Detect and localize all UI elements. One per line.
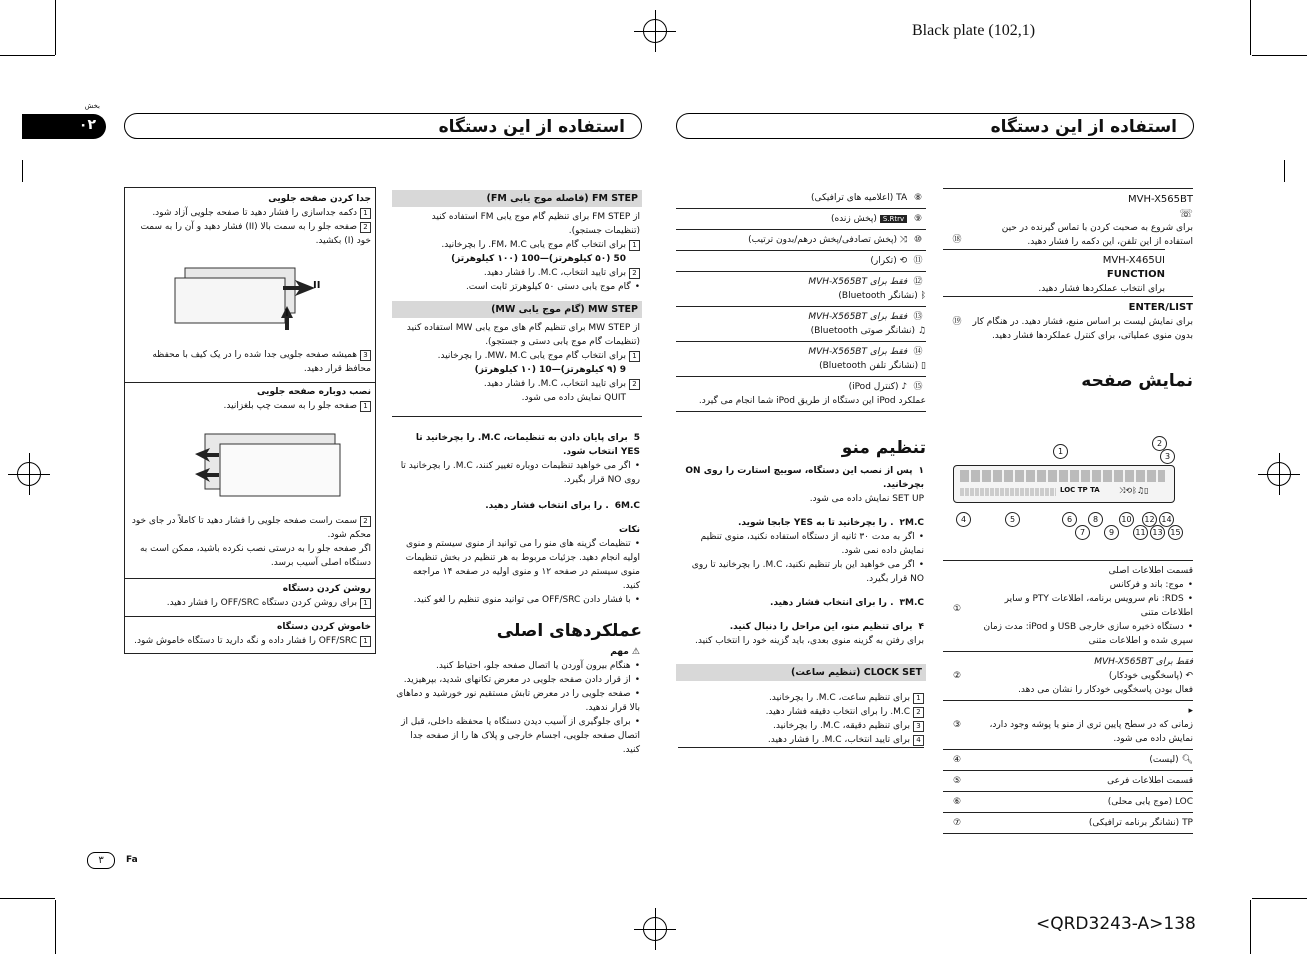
detach-step-3: همیشه صفحه جلویی جدا شده را در یک کیف با محفظه محافظ قرار دهید.: [152, 350, 371, 374]
phone-answer-icon: ☏: [1179, 207, 1193, 220]
callout-5: 5: [1005, 512, 1020, 527]
attach-step-1: صفحه جلو را به سمت چپ بلغزانید.: [223, 401, 357, 411]
menu-step-1: پس از نصب این دستگاه، سوییچ استارت را روی ON بچرخانید.: [685, 466, 924, 490]
callout-2: 2: [1152, 436, 1167, 451]
indicator-1-tuner: • موج: باند و فرکانس: [971, 578, 1193, 592]
menu-step-1-note: SET UP نمایش داده می شود.: [809, 494, 924, 504]
menu-step-2: M.C. را بچرخانید تا به YES جابجا شوید.: [737, 518, 924, 528]
lcd-display: [953, 465, 1175, 503]
item-6-number: ⑥: [952, 797, 962, 807]
indicator-12-model: فقط برای MVH-X565BT: [808, 277, 908, 287]
indicator-shuffle: (پخش تصادفی/پخش درهم/بدون ترتیب): [748, 235, 898, 245]
repeat-icon: ⟲: [899, 256, 908, 266]
lcd-icons: ⤨⟲ᛒ♫▯: [1119, 486, 1149, 495]
callout-12: 12: [1142, 512, 1157, 527]
callout-1: 1: [1053, 444, 1068, 459]
mw-step-heading: MW STEP (گام موج یابی MW): [392, 301, 642, 318]
enter-list-label: ENTER/LIST: [1128, 302, 1193, 313]
crop-mark: [1250, 900, 1251, 954]
indicator-1-rds: • RDS: نام سرویس برنامه، اطلاعات PTY و سایر اطلاعات متنی: [971, 592, 1193, 620]
indicator-7-text: TP (نشانگر برنامه ترافیکی): [1088, 818, 1193, 828]
attach-heading: نصب دوباره صفحه جلویی: [256, 387, 371, 397]
menu-setup-heading: تنظیم منو: [841, 438, 926, 458]
item-5-number: ⑤: [952, 776, 962, 786]
crop-mark: [1252, 898, 1307, 899]
fm-step-heading: FM STEP (فاصله موج یابی FM): [392, 190, 642, 207]
detach-illustration: [165, 258, 355, 338]
model-x465ui: MVH-X465UI: [1102, 255, 1165, 266]
function-button-text: برای انتخاب عملکردها فشار دهید.: [1038, 284, 1165, 294]
settings-column: FM STEP (فاصله موج یابی FM) از FM STEP برای تنظیم گام موج یابی FM استفاده کنید (تنظیمات جستجو). 1برای انتخاب گام موج یابی FM، M.C. را بچرخانید. 50 (۵۰ کیلوهرتز)—100 (۱۰۰ کیلوهرتز) 2برای تایید انتخاب، M.C. را فشار دهید. • گام موج یابی دستی ۵۰ کیلوهرتز ثابت است. MW STEP (گام موج یابی MW) از MW STEP برای تنظیم گام های موج یابی MW استفاده کنید (تنظیمات گام موج یابی دستی و جستجو). 1برای انتخاب گام موج یابی MW، M.C. را بچرخانید. 9 (۹ کیلوهرتز)—10 (۱۰ کیلوهرتز) 2برای تایید انتخاب، M.C. را فشار دهید. QUIT نمایش داده می شود. 5برای پایان دادن به تنظیمات، M.C. را بچرخانید تا YES انتخاب شود. • اگر می خواهید تنظیمات دوباره تغییر کنند، M.C. را بچرخانید تا روی NO قرار بگیرد. 6M.C. را برای انتخاب فشار دهید. نکات • تنظیمات گزینه های منو را می توانید از منوی سیستم و منوی اولیه انجام دهید. جزئیات مربوط به هر تنظیم در بخش تنظیمات منوی سیستم در صفحه ۱۲ و منوی اولیه در صفحه ۱۴ مراجعه کنید. • با فشار دادن OFF/SRC می توانید منوی تنظیم را لغو کنید. عملکردهای اصلی ⚠ مهم • هنگام بیرون آوردن یا اتصال صفحه جلو، احتیاط کنید. • از قرار دادن صفحه جلویی در معرض تکانهای شدید، بپرهیزید. • صفحه جلویی را در معرض تابش مستقیم نور خورشید و دماهای بالا قرار ندهید. • برای جلوگیری از آسیب دیدن دستگاه یا محفظه داخلی، قبل از اتصال صفحه جلویی، اجسام خارجی و پلاک ها را از صفحه جدا کنید.: [392, 190, 642, 761]
callout-11: 11: [1133, 525, 1148, 540]
caution-4: • برای جلوگیری از آسیب دیدن دستگاه یا محفظه داخلی، قبل از اتصال صفحه جلویی، اجسام خارجی و پلاک ها را از صفحه جدا کنید.: [394, 715, 640, 757]
item-1-number: ①: [952, 604, 962, 614]
clock-set-heading: CLOCK SET (تنظیم ساعت): [676, 664, 926, 681]
indicator-ipod-text: عملکرد iPod این دستگاه از طریق iPod شما انجام می گیرد.: [698, 396, 926, 406]
fm-step-note: • گام موج یابی دستی ۵۰ کیلوهرتز ثابت است.: [394, 280, 640, 294]
caution-1: • هنگام بیرون آوردن یا اتصال صفحه جلو، احتیاط کنید.: [394, 659, 640, 673]
item-2-number: ②: [952, 671, 962, 681]
callout-6: 6: [1062, 512, 1077, 527]
power-off-step: OFF/SRC را فشار داده و نگه دارید تا دستگاه خاموش شود.: [134, 636, 357, 646]
lcd-sub-segments: [960, 488, 1056, 496]
crop-mark: [1252, 55, 1307, 56]
item-3-number: ③: [952, 720, 962, 730]
indicator-2-label: (پاسخگویی خودکار): [1108, 671, 1183, 681]
menu-step-3: M.C. را برای انتخاب فشار دهید.: [770, 598, 924, 608]
power-off-heading: خاموش کردن دستگاه: [277, 622, 371, 632]
menu-step-2-note-a: • اگر به مدت ۳۰ ثانیه از دستگاه استفاده نکنید، منوی تنظیم نمایش داده نمی شود.: [678, 530, 924, 558]
section-number: ۰۲: [78, 117, 96, 133]
enter-list-text: برای نمایش لیست بر اساس منبع، فشار دهید. در هنگام کار بدون منوی عملیاتی، برای کنترل عملکردها فشار دهید.: [972, 317, 1193, 341]
callout-8: 8: [1088, 512, 1103, 527]
callout-15: 15: [1168, 525, 1183, 540]
indicator-bt-audio: (نشانگر صوتی Bluetooth): [810, 326, 916, 336]
phone-icon: ▯: [921, 361, 926, 371]
plate-label: Black plate (102,1): [912, 22, 1036, 39]
fm-step-1: برای انتخاب گام موج یابی FM، M.C. را بچرخانید.: [441, 240, 626, 250]
lcd-indicators: LOC TP TA: [1060, 486, 1100, 494]
controls-display-column: [943, 188, 1193, 391]
menu-step-2-note-b: • اگر می خواهید این بار تنظیم نکنید، M.C. را بچرخانید تا روی NO قرار بگیرد.: [678, 558, 924, 586]
roman-one: I: [285, 308, 289, 319]
item-4-number: ④: [952, 755, 962, 765]
indicator-ta: TA (اعلامیه های ترافیکی): [810, 193, 908, 203]
indicator-table: [943, 560, 1193, 834]
caution-2: • از قرار دادن صفحه جلویی در معرض تکانهای شدید، بپرهیزید.: [394, 673, 640, 687]
document-code: <QRD3243-A>138: [1036, 914, 1196, 934]
item-18-number: ⑱: [952, 235, 962, 245]
auto-answer-icon: ↶: [1185, 671, 1193, 681]
basic-operations-heading: عملکردهای اصلی: [496, 621, 642, 641]
clock-step-3: برای تنظیم دقیقه، M.C. را بچرخانید.: [773, 721, 910, 731]
menu-step-5: برای پایان دادن به تنظیمات، M.C. را بچرخانید تا YES انتخاب شود.: [415, 433, 640, 457]
menu-step-5-note: • اگر می خواهید تنظیمات دوباره تغییر کنند، M.C. را بچرخانید تا روی NO قرار بگیرد.: [394, 459, 640, 487]
power-on-heading: روشن کردن دستگاه: [282, 584, 371, 594]
clock-step-2: M.C. را برای انتخاب دقیقه فشار دهید.: [765, 707, 910, 717]
indicator-3-text: زمانی که در سطح پایین تری از منو یا پوشه وجود دارد، نمایش داده می شود.: [989, 720, 1193, 744]
section-tab: [22, 114, 106, 139]
music-note-icon: ♫: [917, 326, 926, 336]
caution-3: • صفحه جلویی را در معرض تابش مستقیم نور خورشید و دماهای بالا قرار ندهید.: [394, 687, 640, 715]
attach-step-2: سمت راست صفحه جلویی را فشار دهید تا کاملاً در جای خود محکم شود.: [131, 516, 371, 540]
indicator-repeat: (تکرار): [870, 256, 897, 266]
section-label: بخش: [84, 102, 100, 110]
indicator-2-text: فعال بودن پاسخگویی خودکار را نشان می دهد.: [1018, 685, 1193, 695]
indicators-menu-column: ⑧ TA (اعلامیه های ترافیکی) ⑨ S.Rtrv (پخش زنده) ⑩ ⤨ (پخش تصادفی/پخش درهم/بدون ترتیب) ⑪ ⟲ (تکرار) ⑫ فقط برای MVH-X565BT ᛒ (نشانگر Bluetooth) ⑬ فقط برای MVH-X565BT ♫ (نشانگر صوتی Bluetooth) ⑭ فقط برای MVH-X565BT ▯ (نشانگر تلفن Bluetooth) ⑮ ♪ (کنترل iPod) عملکرد iPod این دستگاه از طریق iPod شما انجام می گیرد. تنظیم منو ۱پس از نصب این دستگاه، سوییچ استارت را روی ON بچرخانید. SET UP نمایش داده می شود. ۲M.C. را بچرخانید تا به YES جابجا شوید. • اگر به مدت ۳۰ ثانیه از دستگاه استفاده نکنید، منوی تنظیم نمایش داده نمی شود. • اگر می خواهید این بار تنظیم نکنید، M.C. را بچرخانید تا روی NO قرار بگیرد. ۳M.C. را برای انتخاب فشار دهید. ۴برای تنظیم منو، این مراحل را دنبال کنید. برای رفتن به گزینه منوی بعدی، باید گزینه خود را انتخاب کنید. CLOCK SET (تنظیم ساعت) 1برای تنظیم ساعت، M.C. را بچرخانید. 2M.C. را برای انتخاب دقیقه فشار دهید. 3برای تنظیم دقیقه، M.C. را بچرخانید. 4برای تایید انتخاب، M.C. را فشار دهید.: [676, 188, 926, 750]
registration-mark: [643, 917, 667, 941]
detach-step-2: صفحه جلو را به سمت بالا (II) فشار دهید و آن را به سمت خود (I) بکشید.: [140, 222, 371, 246]
sublevel-icon: ▸: [1188, 706, 1193, 716]
crop-mark: [55, 0, 56, 55]
mw-step-1: برای انتخاب گام موج یابی MW، M.C. را بچرخانید.: [437, 351, 626, 361]
detach-heading: جدا کردن صفحه جلویی: [268, 194, 371, 204]
crop-mark: [55, 900, 56, 954]
indicator-1-title: قسمت اطلاعات اصلی: [1108, 566, 1193, 576]
clock-step-4: برای تایید انتخاب، M.C. را فشار دهید.: [767, 735, 910, 745]
indicator-6-text: LOC (موج یابی محلی): [1107, 797, 1193, 807]
fm-step-values: 50 (۵۰ کیلوهرتز)—100 (۱۰۰ کیلوهرتز): [451, 254, 626, 264]
list-search-icon: 🔍︎: [1181, 755, 1193, 765]
detach-step-1: دکمه جداسازی را فشار دهید تا صفحه جلویی آزاد شود.: [152, 208, 357, 218]
indicator-live: (پخش زنده): [830, 214, 877, 224]
attach-note: اگر صفحه جلو را به درستی نصب نکرده باشید، ممکن است به دستگاه اصلی آسیب برسد.: [139, 544, 371, 568]
indicator-13-model: فقط برای MVH-X565BT: [808, 312, 908, 322]
mw-step-2: برای تایید انتخاب، M.C. را فشار دهید.: [483, 379, 626, 389]
indicator-1-usb: • دستگاه ذخیره سازی خارجی USB و iPod: مدت زمان سپری شده و اطلاعات متنی: [971, 620, 1193, 648]
callout-4: 4: [956, 512, 971, 527]
indicator-2-model: فقط برای MVH-X565BT: [1094, 657, 1193, 667]
page-number: ۳: [87, 852, 115, 869]
attach-illustration: [175, 426, 355, 506]
indicator-5-text: قسمت اطلاعات فرعی: [1107, 776, 1193, 786]
crop-mark: [1284, 160, 1285, 182]
callout-14: 14: [1159, 512, 1174, 527]
crop-mark: [0, 55, 55, 56]
item-7-number: ⑦: [952, 818, 962, 828]
menu-step-6: M.C. را برای انتخاب فشار دهید.: [485, 501, 640, 511]
callout-13: 13: [1150, 525, 1165, 540]
note-2: • با فشار دادن OFF/SRC می توانید منوی تنظیم را لغو کنید.: [394, 593, 640, 607]
indicator-bluetooth: (نشانگر Bluetooth): [838, 291, 918, 301]
ipod-control-icon: ♪: [901, 382, 908, 392]
important-icon: ⚠: [631, 647, 640, 657]
mw-step-quit: QUIT نمایش داده می شود.: [521, 393, 626, 403]
crop-mark: [0, 898, 55, 899]
language-code: Fa: [126, 855, 138, 865]
indicator-4-text: (لیست): [1149, 755, 1179, 765]
item-19-number: ⑲: [952, 317, 962, 327]
model-x565bt: MVH-X565BT: [1127, 194, 1193, 205]
detach-attach-box: جدا کردن صفحه جلویی 1دکمه جداسازی را فشار دهید تا صفحه جلویی آزاد شود. 2صفحه جلو را به سمت بالا (II) فشار دهید و آن را به سمت خود (I) بکشید. II I 3همیشه صفحه جلویی جدا شده را در یک کیف با محفظه محافظ قرار دهید. نصب دوباره صفحه جلویی 1صفحه جلو را به سمت چپ بلغزانید. 2سمت راست صفحه جلویی را فشار دهید تا کاملاً در جای خود محکم شود. اگر صفحه جلو را به درستی نصب نکرده باشید، ممکن است به دستگاه اصلی آسیب برسد. روشن کردن دستگاه 1برای روشن کردن دستگاه OFF/SRC را فشار دهید. خاموش کردن دستگاه 1OFF/SRC را فشار داده و نگه دارید تا دستگاه خاموش شود.: [124, 187, 376, 654]
clock-step-1: برای تنظیم ساعت، M.C. را بچرخانید.: [768, 693, 910, 703]
registration-mark: [17, 462, 41, 486]
lcd-main-segments: [960, 470, 1165, 482]
fm-step-2: برای تایید انتخاب، M.C. را فشار دهید.: [483, 268, 626, 278]
power-on-step: برای روشن کردن دستگاه OFF/SRC را فشار دهید.: [166, 598, 357, 608]
page-title-left: استفاده از این دستگاه: [124, 113, 642, 139]
callout-3: 3: [1160, 449, 1175, 464]
callout-9: 9: [1104, 525, 1119, 540]
registration-mark: [643, 19, 667, 43]
page-title-right: استفاده از این دستگاه: [676, 113, 1194, 139]
notes-heading: نکات: [618, 525, 640, 535]
registration-mark: [1267, 462, 1291, 486]
live-icon: S.Rtrv: [880, 215, 907, 223]
roman-two: II: [313, 280, 321, 291]
phone-button-text: برای شروع به صحبت کردن با تماس گیرنده در حین استفاده از این تلفن، این دکمه را فشار دهید.: [1001, 223, 1193, 247]
callout-7: 7: [1075, 525, 1090, 540]
important-label: مهم: [610, 647, 629, 657]
menu-step-4-note: برای رفتن به گزینه منوی بعدی، باید گزینه خود را انتخاب کنید.: [695, 636, 924, 646]
bluetooth-icon: ᛒ: [920, 291, 926, 301]
display-heading: نمایش صفحه: [1081, 371, 1193, 391]
menu-step-4: برای تنظیم منو، این مراحل را دنبال کنید.: [729, 622, 913, 632]
indicator-14-model: فقط برای MVH-X565BT: [808, 347, 908, 357]
fm-step-text: از FM STEP برای تنظیم گام موج یابی FM استفاده کنید (تنظیمات جستجو).: [431, 212, 640, 236]
shuffle-icon: ⤨: [899, 235, 908, 245]
function-button-label: FUNCTION: [1106, 269, 1165, 280]
callout-10: 10: [1119, 512, 1134, 527]
crop-mark: [22, 160, 23, 182]
crop-mark: [1250, 0, 1251, 55]
indicator-bt-phone: (نشانگر تلفن Bluetooth): [819, 361, 919, 371]
indicator-ipod: (کنترل iPod): [848, 382, 899, 392]
mw-step-text: از MW STEP برای تنظیم گام های موج یابی MW استفاده کنید (تنظیمات گام موج یابی دستی و جستجو).: [406, 323, 640, 347]
note-1: • تنظیمات گزینه های منو را می توانید از منوی سیستم و منوی اولیه انجام دهید. جزئیات مربوط به هر تنظیم در بخش تنظیمات منوی سیستم در صفحه ۱۲ و منوی اولیه در صفحه ۱۴ مراجعه کنید.: [394, 537, 640, 593]
mw-step-values: 9 (۹ کیلوهرتز)—10 (۱۰ کیلوهرتز): [474, 365, 626, 375]
